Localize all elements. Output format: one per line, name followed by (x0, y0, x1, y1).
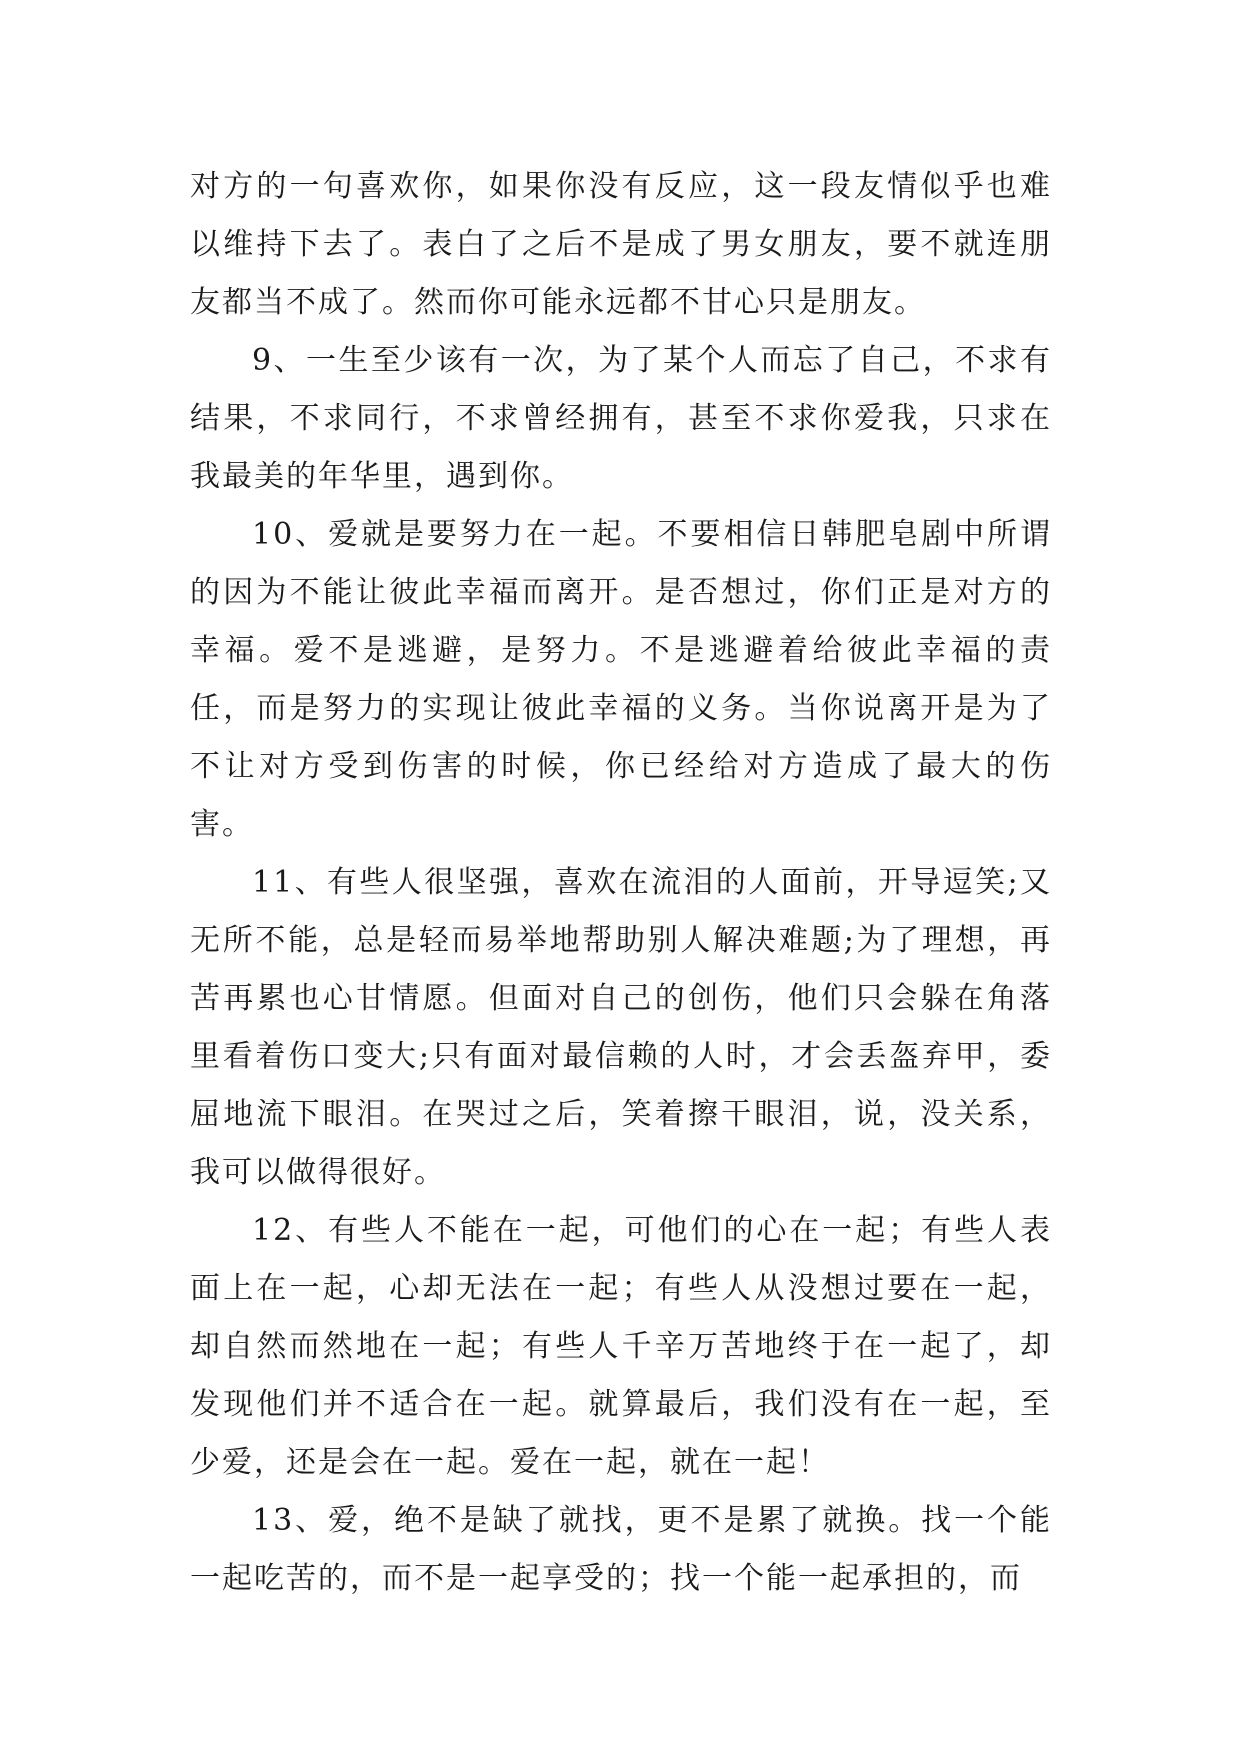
paragraph-12: 12、有些人不能在一起，可他们的心在一起；有些人表面上在一起，心却无法在一起；有些人从没想过要在一起，却自然而然地在一起；有些人千辛万苦地终于在一起了，却发现他们并不适合在一起。就算最后，我们没有在一起，至少爱，还是会在一起。爱在一起，就在一起！ (190, 1213, 1052, 1480)
document-body (190, 158, 1052, 1608)
paragraph-9: 9、一生至少该有一次，为了某个人而忘了自己，不求有结果，不求同行，不求曾经拥有，甚至不求你爱我，只求在我最美的年华里，遇到你。 (190, 343, 1052, 494)
paragraph-continued: 对方的一句喜欢你，如果你没有反应，这一段友情似乎也难以维持下去了。表白了之后不是成了男女朋友，要不就连朋友都当不成了。然而你可能永远都不甘心只是朋友。 (190, 169, 1052, 320)
paragraph-10: 10、爱就是要努力在一起。不要相信日韩肥皂剧中所谓的因为不能让彼此幸福而离开。是否想过，你们正是对方的幸福。爱不是逃避，是努力。不是逃避着给彼此幸福的责任，而是努力的实现让彼此幸福的义务。当你说离开是为了不让对方受到伤害的时候，你已经给对方造成了最大的伤害。 (190, 517, 1052, 842)
paragraph-13: 13、爱，绝不是缺了就找，更不是累了就换。找一个能一起吃苦的，而不是一起享受的；找一个能一起承担的，而 (190, 1503, 1052, 1596)
paragraph-11: 11、有些人很坚强，喜欢在流泪的人面前，开导逗笑;又无所不能，总是轻而易举地帮助别人解决难题;为了理想，再苦再累也心甘情愿。但面对自己的创伤，他们只会躲在角落里看着伤口变大;只有面对最信赖的人时，才会丢盔弃甲，委屈地流下眼泪。在哭过之后，笑着擦干眼泪，说，没关系，我可以做得很好。 (190, 865, 1052, 1190)
